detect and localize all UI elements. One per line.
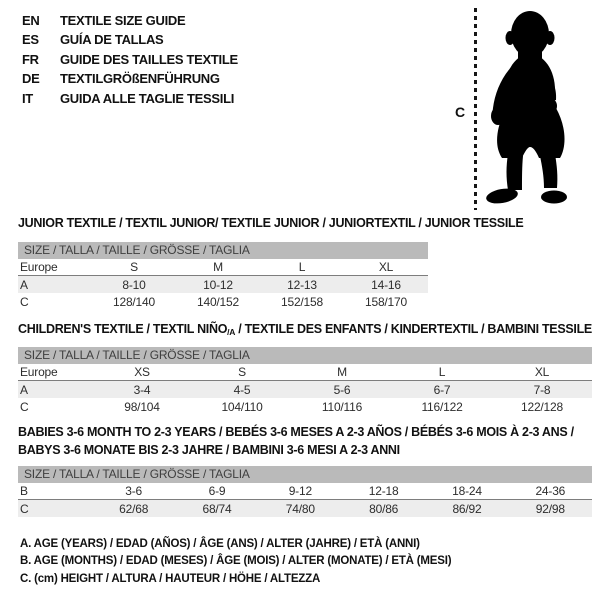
cell: M [213, 260, 223, 274]
language-row-es [22, 30, 238, 49]
cell: 24-36 [535, 484, 566, 498]
cell: M [337, 365, 347, 379]
cell: 158/170 [365, 294, 407, 309]
language-row-it [22, 89, 238, 108]
cell: 152/158 [281, 294, 323, 309]
junior-size-table [18, 242, 428, 310]
language-code: ES [22, 32, 39, 48]
cell: 4-5 [233, 382, 251, 397]
language-row-fr [22, 50, 238, 69]
row-label: Europe [20, 260, 58, 274]
cell: 18-24 [452, 484, 482, 498]
cell: XL [534, 365, 550, 379]
language-label: GUIDE DES TAILLES TEXTILE [60, 51, 238, 67]
table-row [18, 483, 592, 500]
height-measure-dashed-line [474, 8, 477, 210]
language-label: GUIDA ALLE TAGLIE TESSILI [60, 90, 235, 106]
legend-line-a: A. AGE (YEARS) / EDAD (AÑOS) / ÂGE (ANS) / ALTER (JAHRE) / ETÀ (ANNI) [20, 538, 420, 550]
cell: 110/116 [321, 399, 363, 414]
height-measure-label: C [455, 104, 466, 120]
cell: 86/92 [452, 501, 482, 516]
measurement-legend [20, 536, 451, 588]
cell: 6-7 [433, 382, 451, 397]
cell: 122/128 [521, 399, 563, 414]
cell: S [238, 365, 246, 379]
legend-line-b: B. AGE (MONTHS) / EDAD (MESES) / ÂGE (MOIS) / ALTER (MONATE) / ETÀ (MESI) [20, 555, 452, 568]
language-title-list [22, 11, 238, 108]
table-row [18, 381, 592, 398]
junior-table-title: JUNIOR TEXTILE / TEXTIL JUNIOR/ TEXTILE JUNIOR / JUNIORTEXTIL / JUNIOR TESSILE [18, 216, 524, 230]
language-code: DE [22, 71, 40, 87]
row-label: C [20, 501, 29, 516]
babies-table-title [18, 424, 574, 459]
cell: 12-13 [287, 277, 317, 292]
language-row-en [22, 11, 238, 30]
babies-title-line2: BABYS 3-6 MONATE BIS 2-3 JAHRE / BAMBINI 3-6 MESI A 2-3 ANNI [18, 442, 400, 457]
language-label: GUÍA DE TALLAS [60, 32, 164, 48]
cell: 3-4 [133, 382, 151, 397]
cell: L [298, 260, 306, 274]
babies-size-table [18, 466, 592, 517]
cell: S [130, 260, 138, 274]
language-code: EN [22, 13, 40, 28]
cell: XS [134, 365, 150, 379]
size-header-band: SIZE / TALLA / TAILLE / GRÖSSE / TAGLIA [18, 347, 592, 364]
cell: 104/110 [221, 399, 263, 414]
table-row [18, 293, 428, 310]
row-label: A [20, 382, 28, 397]
cell: 74/80 [285, 501, 315, 516]
children-title-sub: /A [227, 327, 236, 337]
children-title-pre: CHILDREN'S TEXTILE / TEXTIL NIÑO [18, 322, 228, 336]
language-code: FR [22, 51, 39, 67]
cell: 116/122 [421, 399, 463, 414]
table-row [18, 259, 428, 276]
cell: 10-12 [203, 277, 233, 292]
cell: 6-9 [208, 484, 226, 498]
language-code: IT [22, 90, 33, 106]
table-row [18, 364, 592, 381]
row-label: B [20, 484, 28, 498]
cell: 98/104 [124, 399, 160, 414]
table-row [18, 276, 428, 293]
babies-title-line1: BABIES 3-6 MONTH TO 2-3 YEARS / BEBÉS 3-6 MESES A 2-3 AÑOS / BÉBÉS 3-6 MOIS À 2-3 ANS / [18, 425, 574, 439]
cell: 8-10 [122, 277, 146, 292]
cell: 62/68 [119, 501, 149, 516]
language-label: TEXTILGRÖßENFÜHRUNG [60, 71, 220, 87]
cell: 68/74 [202, 501, 232, 516]
cell: 9-12 [288, 484, 312, 498]
children-size-table [18, 347, 592, 415]
row-label: Europe [20, 365, 58, 379]
children-table-title [18, 322, 592, 337]
cell: 128/140 [113, 294, 155, 309]
size-header-band: SIZE / TALLA / TAILLE / GRÖSSE / TAGLIA [18, 466, 592, 483]
cell: 3-6 [125, 484, 143, 498]
cell: 14-16 [371, 277, 401, 292]
table-row [18, 500, 592, 517]
language-row-de [22, 69, 238, 88]
language-label: TEXTILE SIZE GUIDE [60, 13, 186, 28]
row-label: A [20, 277, 28, 292]
toddler-silhouette-icon [482, 8, 588, 206]
cell: L [438, 365, 446, 379]
cell: 92/98 [535, 501, 565, 516]
cell: 80/86 [369, 501, 399, 516]
cell: 140/152 [197, 294, 239, 309]
cell: XL [378, 260, 394, 274]
cell: 5-6 [333, 382, 351, 397]
row-label: C [20, 294, 29, 309]
legend-line-c: C. (cm) HEIGHT / ALTURA / HAUTEUR / HÖHE / ALTEZZA [20, 572, 321, 585]
children-title-post: / TEXTILE DES ENFANTS / KINDERTEXTIL / BAMBINI TESSILE [235, 322, 592, 336]
cell: 7-8 [533, 382, 551, 397]
size-header-band: SIZE / TALLA / TAILLE / GRÖSSE / TAGLIA [18, 242, 428, 259]
cell: 12-18 [368, 484, 399, 498]
row-label: C [20, 399, 29, 414]
table-row [18, 398, 592, 415]
